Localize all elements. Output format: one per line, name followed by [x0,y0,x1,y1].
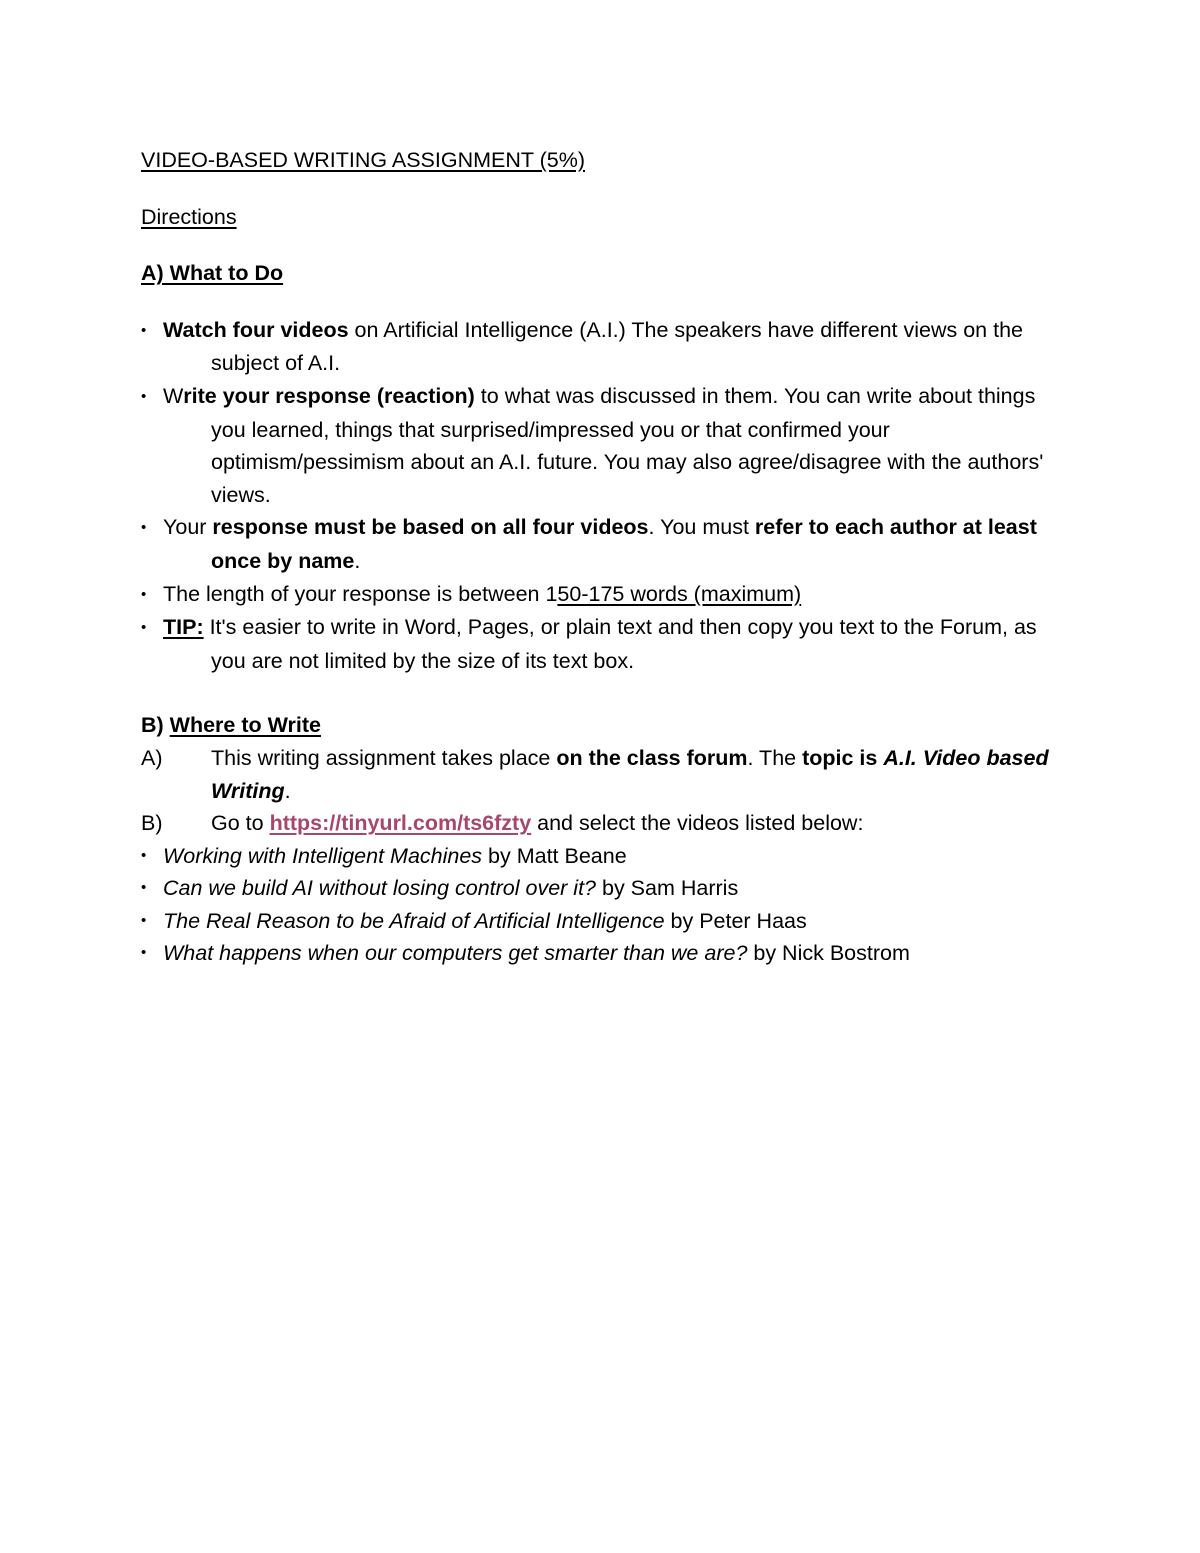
what-to-do-list [141,314,1071,678]
body-text: . You must [648,515,755,540]
heading-text: Where to Write [169,713,321,738]
video-item [141,872,1071,905]
video-author: by Peter Haas [664,908,807,933]
topic-name: A.I. Video based Writing [211,745,1049,803]
list-item [141,578,1071,612]
body-text: W [163,383,184,408]
word-limit-text: 50-175 words (maximum) [557,581,802,606]
body-text: to what was discussed in them. You can write about things you learned, things that surprised/impressed you or that confirmed your optimism/pessimism about an A.I. future. You may also agree/disagree with the authors' views. [211,383,1044,507]
video-list [141,840,1071,970]
heading-prefix: B) [141,713,170,738]
document-page [141,144,1071,970]
video-item [141,937,1071,970]
directions-heading: Directions [141,204,237,229]
video-author: by Nick Bostrom [747,941,910,966]
video-title: Can we build AI without losing control over it? [163,876,602,901]
emphasis-text: topic is [802,745,884,770]
video-author: by Matt Beane [482,843,627,868]
video-author: by Sam Harris [602,876,739,901]
list-item [141,314,1071,380]
body-text: and select the videos listed below: [531,811,864,836]
where-to-write-list [141,742,1071,840]
body-text: Your [163,515,213,540]
emphasis-text: response must be based on all four videos [212,515,649,540]
list-marker: A) [141,745,163,770]
body-text: It's easier to write in Word, Pages, or plain text and then copy you text to the Forum, as you are not limited by the size of its text box. [203,615,1037,673]
video-item [141,905,1071,938]
video-item [141,840,1071,873]
list-item [141,742,1071,807]
emphasis-text: on the class forum [556,745,748,770]
emphasis-text: refer to each author at least once by name [211,515,1037,573]
videos-link[interactable]: https://tinyurl.com/ts6fzty [269,811,532,836]
list-item [141,611,1071,677]
list-item [141,807,1071,840]
video-title: What happens when our computers get smarter than we are? [163,941,748,966]
body-text: The length of your response is between 1 [163,581,558,606]
body-text: on Artificial Intelligence (A.I.) The speakers have different views on the subject of A.I. [211,317,1023,376]
body-text: . [354,548,361,573]
section-b-heading [141,709,1071,742]
body-text: Go to [211,811,270,836]
tip-label: TIP: [163,615,204,640]
document-title: VIDEO-BASED WRITING ASSIGNMENT (5%) [141,148,585,172]
list-item [141,511,1071,577]
video-title: Working with Intelligent Machines [163,843,483,868]
video-title: The Real Reason to be Afraid of Artificial Intelligence [163,908,665,933]
emphasis-text: Watch four videos [163,317,349,342]
body-text: . [284,778,291,803]
list-marker: B) [141,811,163,836]
list-item [141,380,1071,511]
body-text: . The [747,745,803,770]
emphasis-text: rite your response (reaction) [183,383,475,408]
section-a-heading: A) What to Do [141,261,284,286]
body-text: This writing assignment takes place [211,745,557,770]
